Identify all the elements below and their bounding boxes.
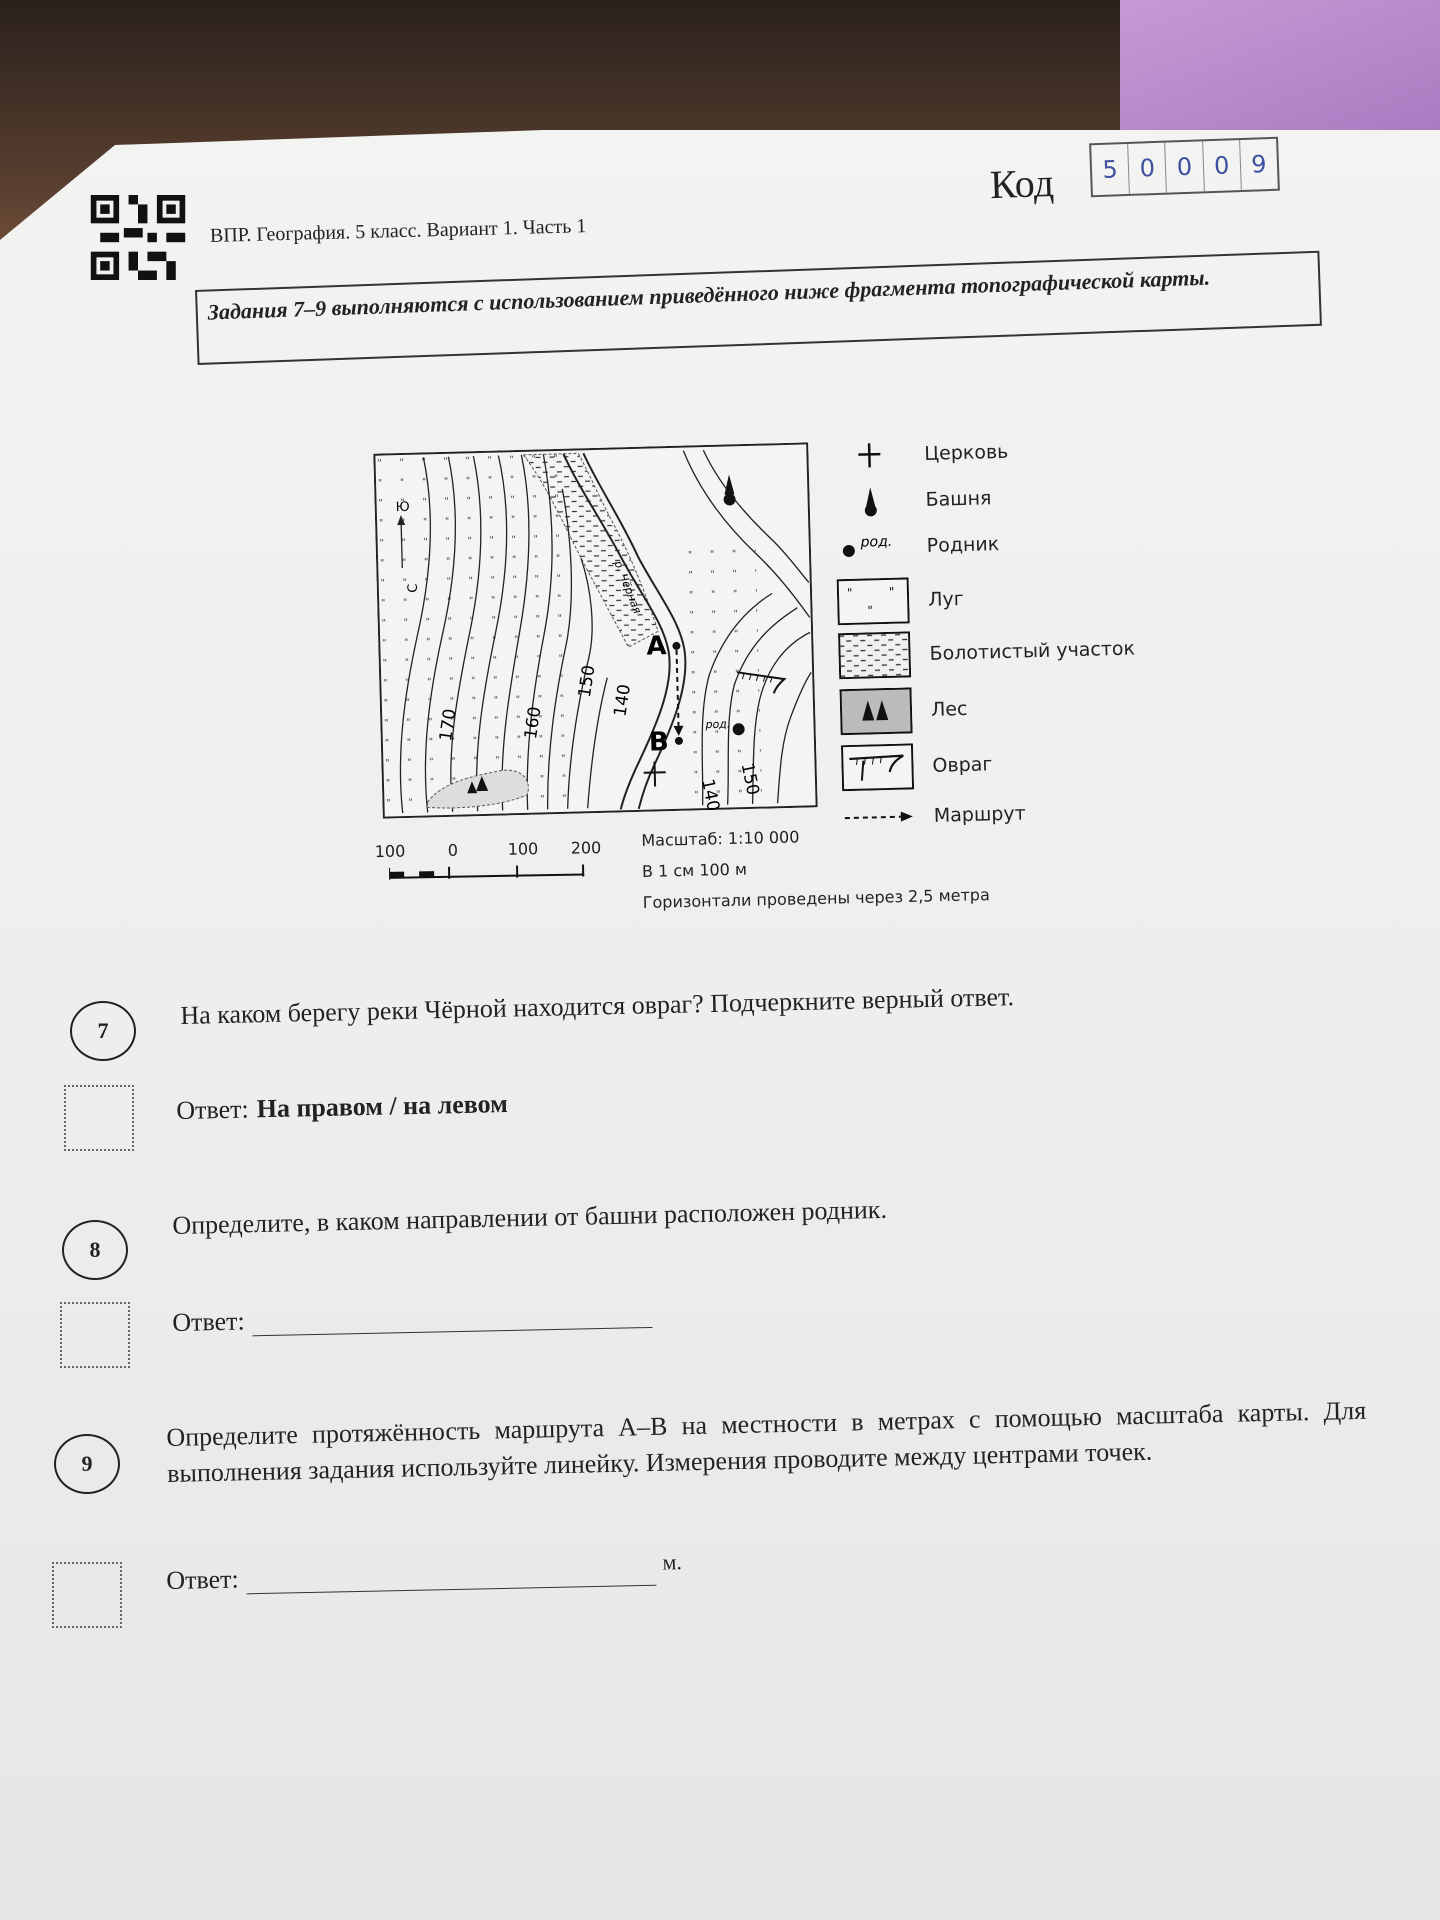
contour-label: 170 (436, 707, 461, 743)
question-text: Определите протяжённость маршрута А–В на местности в метрах с помощью масштаба карты. Для выполнения задания используйте линейку. Измерения проводите между центрами точек. (166, 1395, 1367, 1488)
question-number: 7 (70, 1001, 136, 1061)
answer-score-box (52, 1562, 122, 1628)
church-icon (853, 440, 884, 471)
contour-label: 140 (697, 777, 724, 814)
qr-code (88, 195, 188, 280)
scale-tick: 0 (447, 840, 459, 860)
contour-interval: Горизонтали проведены через 2,5 метра (642, 885, 990, 912)
river-label: р. Чёрная (611, 558, 644, 616)
contour-label: 150 (574, 663, 600, 699)
legend-label: Луг (927, 587, 964, 611)
code-digit: 0 (1166, 141, 1205, 192)
svg-text:": " (866, 603, 873, 618)
forest-icon (839, 687, 912, 735)
scale-bar (375, 838, 616, 892)
legend-label: Лес (930, 697, 968, 721)
answer-options[interactable]: На правом / на левом (256, 1089, 509, 1124)
header-title: ВПР. География. 5 класс. Вариант 1. Часть 1 (209, 215, 587, 247)
legend-item (835, 575, 965, 626)
south-label: Ю (395, 499, 410, 516)
question-text: На каком берегу реки Чёрной находится овраг? Подчеркните верный ответ. (180, 982, 1015, 1030)
code-digit: 5 (1091, 144, 1130, 195)
legend-label: Церковь (924, 440, 1009, 465)
svg-text:род.: род. (859, 533, 892, 551)
answer-label: Ответ: (172, 1306, 245, 1337)
ravine-icon (840, 743, 913, 791)
map-legend (831, 424, 1171, 837)
answer-label: Ответ: (166, 1564, 239, 1595)
legend-label: Башня (925, 487, 992, 511)
question-number: 9 (54, 1434, 120, 1494)
code-digit: 9 (1250, 150, 1267, 179)
scale-ratio: Масштаб: 1:10 000 (641, 827, 800, 850)
legend-item (832, 474, 992, 526)
scale-info (641, 817, 990, 918)
scale-tick: 200 (570, 838, 602, 858)
code-digit: 0 (1128, 143, 1167, 194)
answer-unit: м. (662, 1549, 683, 1575)
tower-icon (855, 484, 886, 519)
contour-label: 150 (736, 761, 763, 798)
instructions-box: Задания 7–9 выполняются с использованием приведённого ниже фрагмента топографической карты. (195, 251, 1322, 365)
question-text: Определите, в каком направлении от башни расположен родник. (172, 1194, 888, 1240)
pink-folder (1120, 0, 1440, 150)
answer-label: Ответ: (176, 1094, 249, 1125)
topographic-map (373, 442, 817, 818)
meadow-icon (836, 577, 909, 625)
code-box (1089, 137, 1280, 198)
scale-tick: 100 (374, 841, 406, 862)
answer-score-box (64, 1085, 134, 1151)
question-number: 8 (62, 1220, 128, 1280)
code-label: Код (989, 159, 1055, 208)
legend-item (831, 428, 1009, 481)
legend-item (839, 740, 993, 792)
legend-item (837, 685, 968, 736)
legend-item (836, 625, 1136, 681)
svg-text:": " (846, 585, 853, 601)
swamp-icon (838, 631, 911, 679)
legend-item (833, 520, 1000, 572)
legend-label: Маршрут (933, 802, 1026, 827)
point-b-label: B (648, 727, 670, 758)
legend-label: Болотистый участок (929, 637, 1136, 665)
legend-label: Родник (926, 533, 1000, 557)
answer-score-box (60, 1302, 130, 1368)
contour-label: 160 (521, 705, 546, 741)
scale-per-cm: В 1 см 100 м (641, 859, 748, 881)
point-a-label: A (646, 631, 667, 662)
spring-icon (836, 531, 907, 563)
scale-tick: 100 (507, 839, 539, 859)
north-label: С (405, 583, 421, 593)
scale-ruler (389, 862, 589, 881)
svg-text:С (406, 583, 421, 592)
svg-text:": " (888, 584, 895, 599)
spring-map-label: род. (705, 717, 731, 732)
legend-label: Овраг (932, 753, 993, 777)
code-digit: 0 (1203, 140, 1242, 191)
contour-label: 140 (610, 682, 636, 718)
